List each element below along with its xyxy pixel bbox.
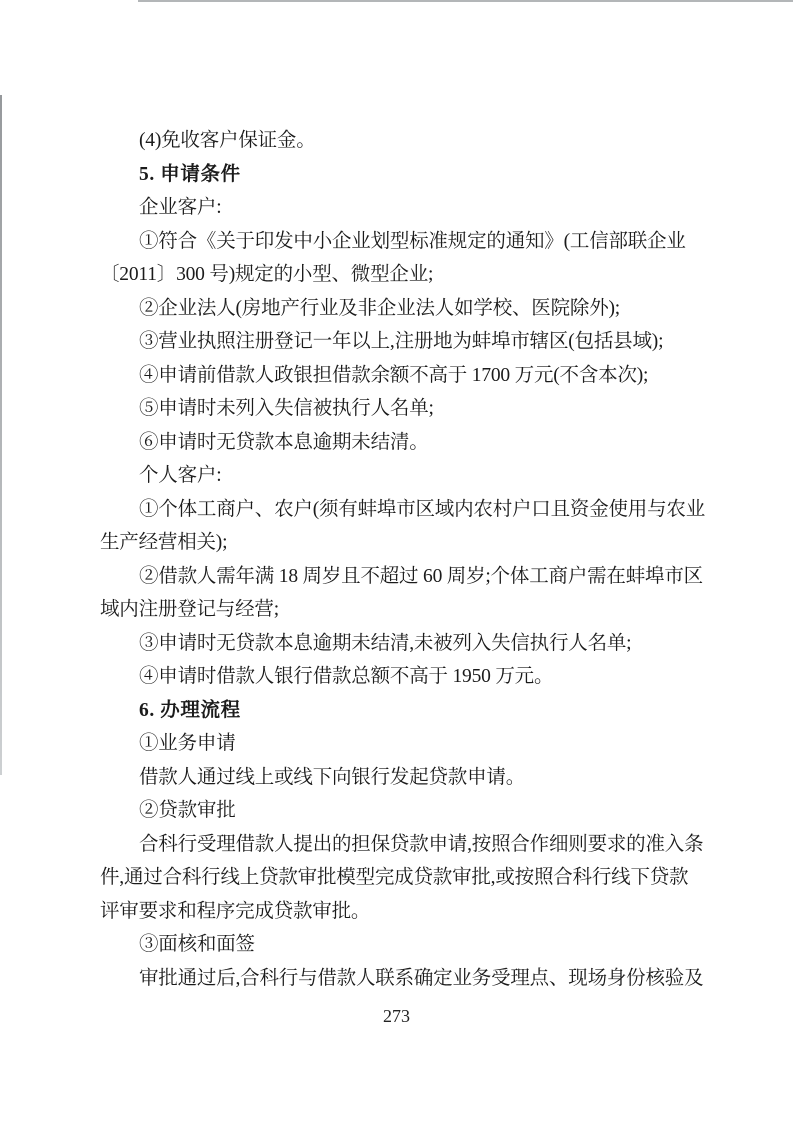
doc-line-step-3-body-a: 审批通过后,合科行与借款人联系确定业务受理点、现场身份核验及 (139, 967, 704, 989)
doc-heading-6-processing-flow: 6. 办理流程 (139, 699, 241, 721)
page-number: 273 (383, 1006, 410, 1026)
scan-artifact-top-line (138, 0, 793, 2)
doc-line-pers-cond-3: ③申请时无贷款本息逾期未结清,未被列入失信执行人名单; (139, 632, 632, 654)
doc-line-step-2-title: ②贷款审批 (139, 800, 236, 821)
scan-artifact-left-line (0, 95, 2, 775)
doc-line-corp-cond-1b: 〔2011〕300 号)规定的小型、微型企业; (100, 264, 434, 285)
doc-line-corporate-customers-label: 企业客户: (139, 197, 222, 218)
doc-heading-5-application-conditions: 5. 申请条件 (139, 163, 241, 185)
doc-line-step-3-title: ③面核和面签 (139, 934, 255, 955)
doc-line-step-2-body-c: 评审要求和程序完成贷款审批。 (100, 900, 371, 922)
doc-line-corp-cond-3: ③营业执照注册登记一年以上,注册地为蚌埠市辖区(包括县域); (139, 331, 664, 352)
doc-line-item-4-waive-deposit: (4)免收客户保证金。 (139, 130, 316, 151)
doc-line-corp-cond-1a: ①符合《关于印发中小企业划型标准规定的通知》(工信部联企业 (139, 230, 686, 252)
doc-line-corp-cond-2: ②企业法人(房地产行业及非企业法人如学校、医院除外); (139, 297, 621, 319)
doc-line-pers-cond-4: ④申请时借款人银行借款总额不高于 1950 万元。 (139, 666, 554, 687)
doc-line-personal-customers-label: 个人客户: (139, 465, 222, 486)
doc-line-corp-cond-4: ④申请前借款人政银担借款余额不高于 1700 万元(不含本次); (139, 364, 649, 386)
doc-line-step-2-body-a: 合科行受理借款人提出的担保贷款申请,按照合作细则要求的准入条 (139, 833, 704, 855)
doc-line-step-1-title: ①业务申请 (139, 733, 236, 754)
doc-line-step-1-body: 借款人通过线上或线下向银行发起贷款申请。 (139, 766, 526, 788)
doc-line-step-2-body-b: 件,通过合科行线上贷款审批模型完成贷款审批,或按照合科行线下贷款 (100, 867, 689, 888)
document-body (100, 124, 710, 995)
doc-line-pers-cond-2a: ②借款人需年满 18 周岁且不超过 60 周岁;个体工商户需在蚌埠市区 (139, 565, 703, 587)
doc-line-pers-cond-2b: 域内注册登记与经营; (100, 599, 279, 620)
doc-line-corp-cond-5: ⑤申请时未列入失信被执行人名单; (139, 398, 434, 419)
doc-line-corp-cond-6: ⑥申请时无贷款本息逾期未结清。 (139, 431, 429, 453)
doc-line-pers-cond-1b: 生产经营相关); (100, 532, 228, 553)
doc-line-pers-cond-1a: ①个体工商户、农户(须有蚌埠市区域内农村户口且资金使用与农业 (139, 498, 705, 520)
